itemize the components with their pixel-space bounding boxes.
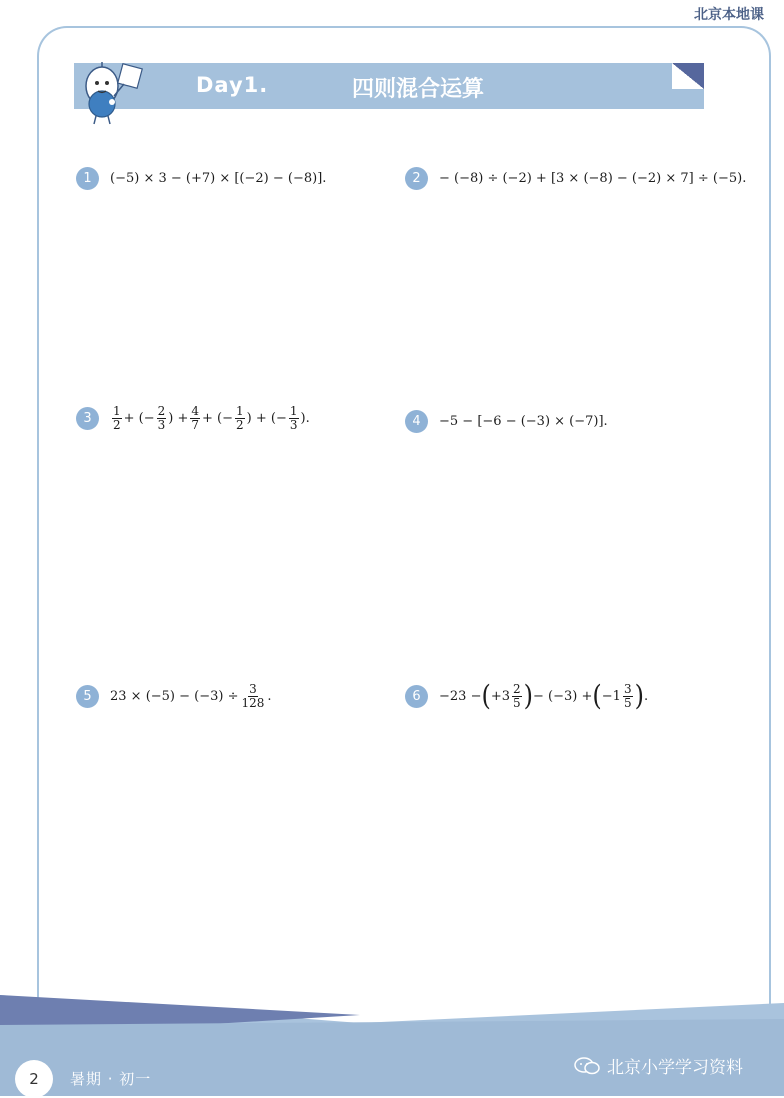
problem-expression: (−5) × 3 − (+7) × [(−2) − (−8)]. (110, 171, 327, 186)
problem-5 (76, 683, 272, 709)
problem-number: 6 (405, 685, 428, 708)
page-number: 2 (15, 1060, 53, 1098)
topic-title: 四则混合运算 (352, 77, 485, 102)
operator-text: ) + (168, 410, 189, 426)
problem-6: 6 −23 − ( +3 $\frac{2}{5}$ ) − (−3) + ( −1 $\frac{3}{5}$ ) . (405, 683, 648, 709)
fraction: $\frac{4}{7}$ (191, 404, 200, 432)
wechat-icon (573, 1056, 601, 1076)
operator-text: + (− (202, 410, 234, 426)
fraction: $\frac{1}{2}$ (113, 404, 121, 432)
problem-number: 5 (76, 685, 99, 708)
operator-text: . (643, 688, 649, 704)
mixed-number: −1 $\frac{3}{5}$ (601, 682, 632, 710)
problem-number: 1 (76, 167, 99, 190)
problem-4 (405, 410, 608, 433)
problem-expression: −5 − [−6 − (−3) × (−7)]. (439, 414, 608, 429)
footer-label: 暑期 · 初一 (70, 1070, 152, 1088)
operator-text: 23 × (−5) − (−3) ÷ (110, 688, 239, 704)
banner-fold (672, 63, 704, 89)
fraction: $\frac{1}{3}$ (289, 404, 298, 432)
operator-text: −23 − (439, 688, 482, 704)
day-label: Day1. (196, 73, 269, 97)
operator-text: − (−3) + (533, 688, 593, 704)
problem-number: 2 (405, 167, 428, 190)
watermark (573, 1053, 743, 1078)
problem-3 (76, 405, 310, 431)
watermark-text: 北京小学学习资料 (607, 1058, 743, 1078)
fraction: $\frac{2}{3}$ (157, 404, 166, 432)
problem-1 (76, 167, 326, 190)
fraction: $\frac{1}{2}$ (236, 404, 244, 432)
operator-text: ) + (− (246, 410, 287, 426)
problem-expression: − (−8) ÷ (−2) + [3 × (−8) − (−2) × 7] ÷ (−5). (439, 171, 747, 186)
problem-number: 4 (405, 410, 428, 433)
problem-number: 3 (76, 407, 99, 430)
mascot-icon (80, 58, 150, 126)
mixed-number: +3 $\frac{2}{5}$ (490, 682, 521, 710)
problem-2 (405, 167, 746, 190)
fraction: $\frac{3}{128}$ (241, 682, 265, 710)
operator-text: + (− (123, 410, 155, 426)
operator-text: . (267, 688, 272, 704)
operator-text: ). (300, 410, 310, 426)
brand-label: 北京本地课 (694, 7, 764, 23)
